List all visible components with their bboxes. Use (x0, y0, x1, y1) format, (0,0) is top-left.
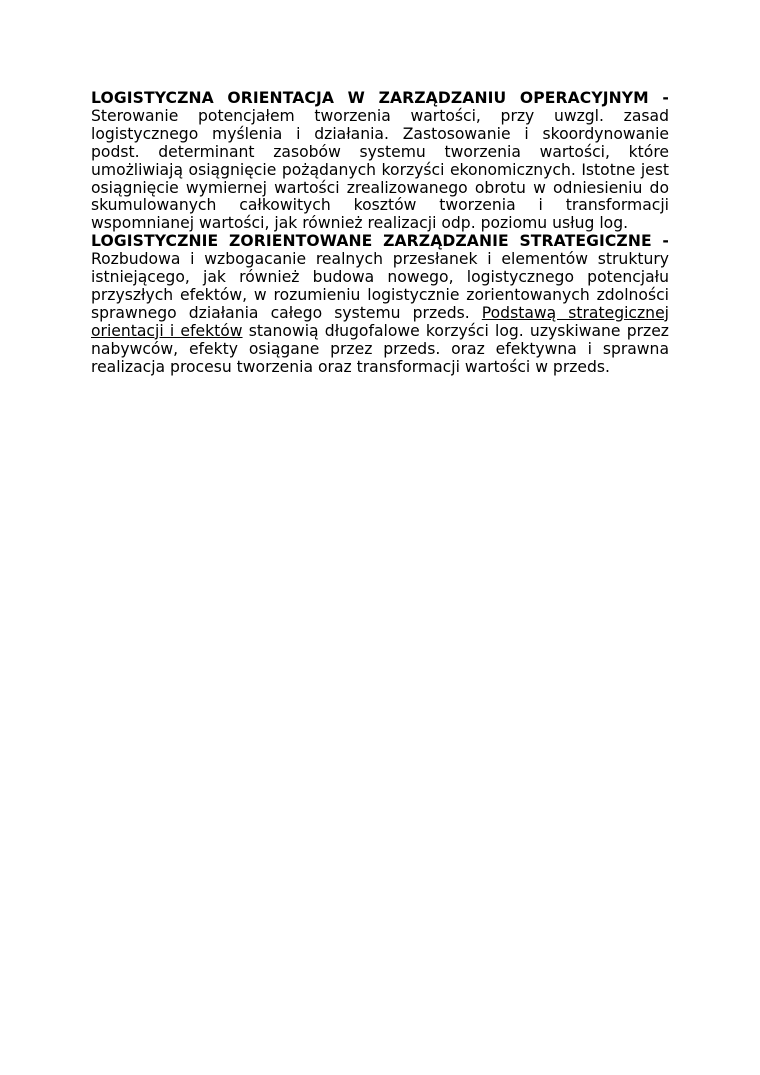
paragraph-strategic-text-start: Rozbudowa i wzbogacanie realnych przesłanek i elementów struktury istniejącego, jak również budowa nowego, logistycznego potencjału przyszłych efektów, w rozumieniu logistycznie zorientowanych zdolności sprawnego działania całego systemu przeds. (91, 250, 669, 322)
document-body (91, 90, 669, 377)
paragraph-strategic (91, 233, 669, 376)
paragraph-strategic-text-end: stanowią długofalowe korzyści log. uzyskiwane przez nabywców, efekty osiągane przez przeds. oraz efektywna i sprawna realizacja procesu tworzenia oraz transformacji wartości w przeds. (91, 321, 669, 376)
heading-strategic-management: LOGISTYCZNIE ZORIENTOWANE ZARZĄDZANIE STRATEGICZNE - (91, 232, 669, 251)
underlined-phrase: Podstawą strategicznej orientacji i efektów (91, 303, 669, 340)
paragraph-operational (91, 90, 669, 233)
heading-operational-orientation: LOGISTYCZNA ORIENTACJA W ZARZĄDZANIU OPERACYJNYM - (91, 89, 669, 107)
paragraph-operational-text: Sterowanie potencjałem tworzenia wartości, przy uwzgl. zasad logistycznego myślenia i działania. Zastosowanie i skoordynowanie podst. determinant zasobów systemu tworzenia wartości, które umożliwiają osiągnięcie pożądanych korzyści ekonomicznych. Istotne jest osiągnięcie wymiernej wartości zrealizowanego obrotu w odniesieniu do skumulowanych całkowitych kosztów tworzenia i transformacji wspomnianej wartości, jak również realizacji odp. poziomu usług log. (91, 106, 669, 233)
